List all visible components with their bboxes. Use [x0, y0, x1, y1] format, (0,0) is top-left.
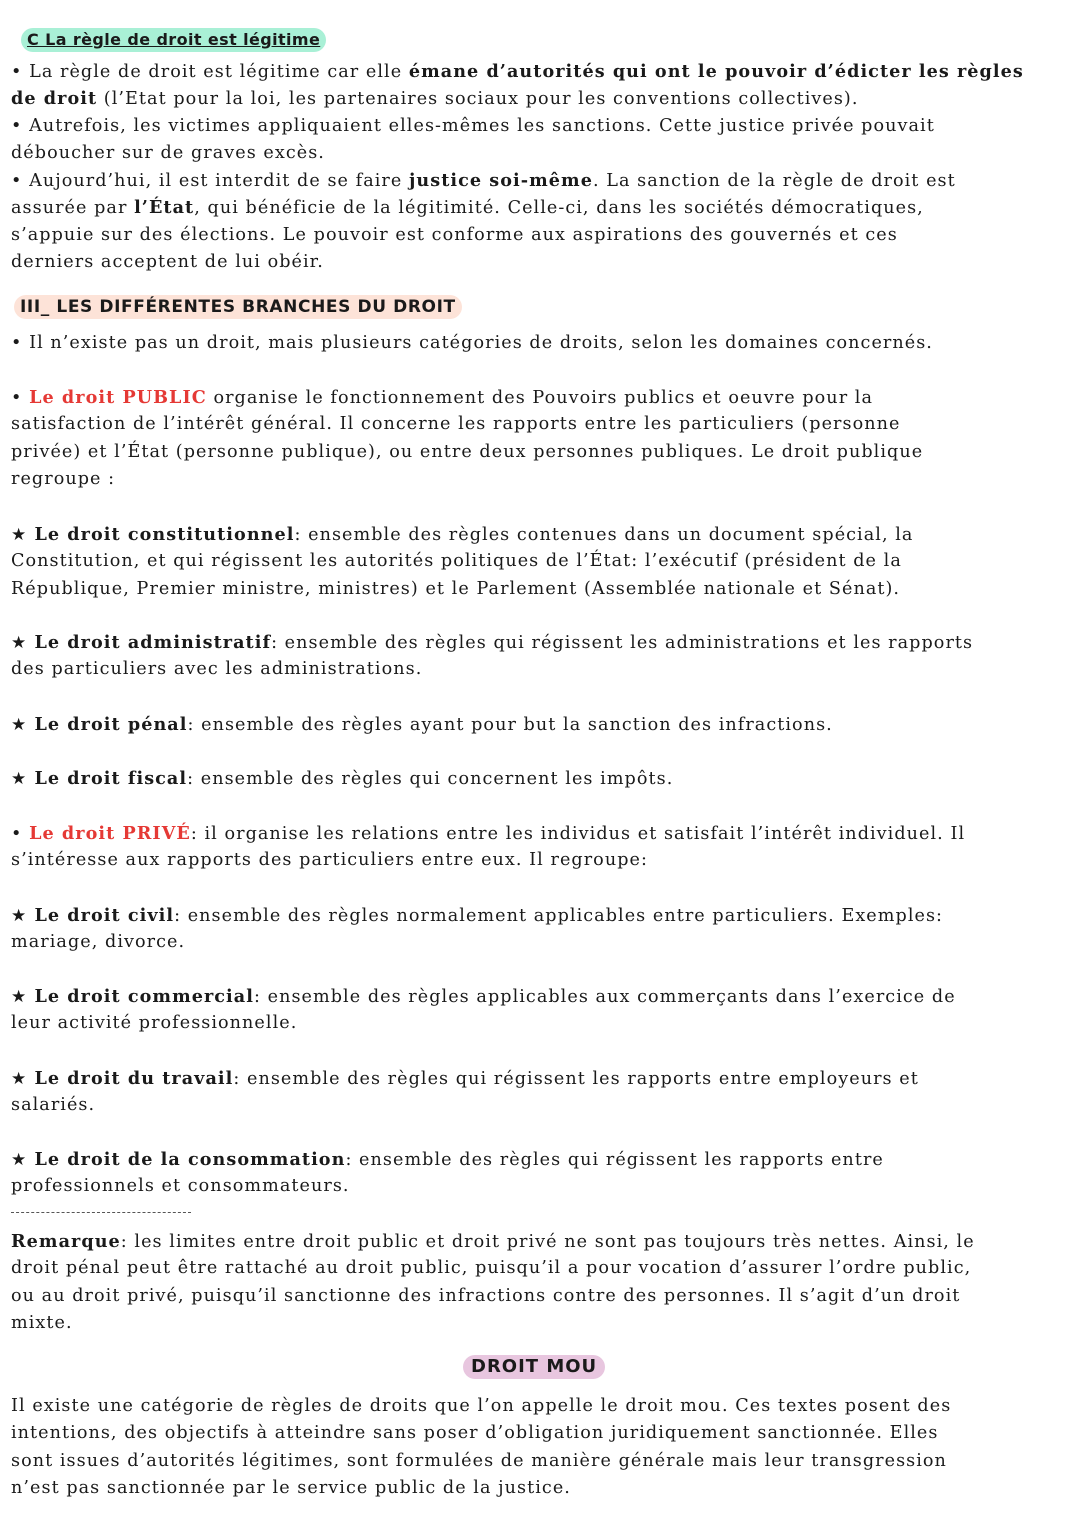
text-line: déboucher sur de graves excès.: [11, 143, 325, 164]
text: : ensemble des règles qui régissent les administrations et les rapports: [271, 633, 974, 653]
item-droit-civil: [11, 902, 1063, 957]
text: : ensemble des règles ayant pour but la sanction des infractions.: [187, 715, 833, 735]
paragraph-droit-public: [11, 384, 1063, 493]
paragraph-autrefois: [11, 113, 1063, 168]
remarque-label: Remarque: [11, 1231, 121, 1252]
term: Le droit de la consommation: [27, 1149, 346, 1170]
paragraph-droit-mou: [11, 1393, 1063, 1502]
text: • Aujourd’hui, il est interdit de se faire: [11, 171, 409, 191]
bold-text: l’État: [134, 197, 195, 219]
text-line: République, Premier ministre, ministres) et le Parlement (Assemblée nationale et Sénat).: [11, 578, 901, 599]
star-icon: ★: [11, 906, 28, 926]
text: : ensemble des règles applicables aux commerçants dans l’exercice de: [253, 987, 956, 1007]
text-line: s’intéresse aux rapports des particuliers entre eux. Il regroupe:: [11, 850, 648, 871]
text-line: satisfaction de l’intérêt général. Il concerne les rapports entre les particuliers (personne: [11, 414, 901, 435]
item-droit-consommation: [11, 1146, 1063, 1201]
paragraph-droit-prive: [11, 820, 1063, 875]
text: : ensemble des règles contenues dans un document spécial, la: [294, 525, 914, 545]
text: : ensemble des règles normalement applicables entre particuliers. Exemples:: [174, 906, 944, 926]
star-icon: ★: [11, 715, 28, 735]
item-droit-administratif: [11, 629, 1063, 684]
text-line: salariés.: [11, 1095, 96, 1116]
star-icon: ★: [11, 769, 28, 789]
star-icon: ★: [11, 987, 28, 1007]
bullet: •: [11, 824, 30, 844]
text-line: ou au droit privé, puisqu’il sanctionne des infractions contre des personnes. Il s’agit d’un droit: [11, 1285, 961, 1306]
text-line: mariage, divorce.: [11, 932, 186, 953]
text: (l’Etat pour la loi, les partenaires sociaux pour les conventions collectives).: [97, 89, 859, 110]
star-icon: ★: [11, 525, 28, 545]
bold-text: justice soi-même: [408, 170, 593, 191]
text-line: mixte.: [11, 1312, 73, 1333]
text-line: leur activité professionnelle.: [11, 1013, 298, 1034]
term: Le droit civil: [27, 905, 175, 926]
text-line: regroupe :: [11, 468, 116, 489]
paragraph-remarque: [11, 1228, 1063, 1337]
text-line: derniers acceptent de lui obéir.: [11, 251, 324, 272]
dashed-separator: [11, 1212, 191, 1213]
text: assurée par: [11, 198, 135, 219]
term: Le droit commercial: [27, 986, 254, 1007]
text: La règle de droit est légitime car elle: [22, 62, 409, 82]
term: Le droit du travail: [27, 1068, 234, 1089]
text-line: privée) et l’État (personne publique), ou entre deux personnes publiques. Le droit publique: [11, 441, 924, 462]
star-icon: ★: [11, 633, 28, 653]
text-line: droit pénal peut être rattaché au droit public, puisqu’il a pour vocation d’assurer l’ordre public,: [11, 1258, 972, 1279]
text: : ensemble des règles qui régissent les rapports entre employeurs et: [233, 1069, 919, 1089]
text-line: Constitution, et qui régissent les autorités politiques de l’État: l’exécutif (président de la: [11, 551, 902, 572]
star-icon: ★: [11, 1069, 28, 1089]
section-c-heading: C La règle de droit est légitime: [21, 28, 326, 52]
paragraph-aujourdhui: [11, 167, 1063, 276]
text-line: professionnels et consommateurs.: [11, 1176, 350, 1197]
text: . La sanction de la règle de droit est: [592, 171, 956, 191]
text-line: des particuliers avec les administrations.: [11, 659, 423, 680]
bullet: •: [11, 388, 30, 408]
section-3-heading: III_ LES DIFFÉRENTES BRANCHES DU DROIT: [14, 295, 462, 319]
text-line: n’est pas sanctionnée par le service public de la justice.: [11, 1477, 571, 1498]
droit-mou-heading: DROIT MOU: [463, 1355, 605, 1379]
bold-text: de droit: [11, 88, 98, 110]
text-line: intentions, des objectifs à atteindre sans poser d’obligation juridiquement sanctionnée. Elles: [11, 1423, 939, 1444]
droit-public-label: Le droit PUBLIC: [29, 387, 207, 408]
droit-prive-label: Le droit PRIVÉ: [29, 823, 191, 844]
paragraph-legitimite: [11, 58, 1063, 113]
item-droit-constitutionnel: [11, 521, 1063, 603]
item-droit-travail: [11, 1065, 1063, 1120]
text: organise le fonctionnement des Pouvoirs publics et oeuvre pour la: [206, 388, 874, 408]
bullet: •: [11, 62, 23, 82]
text: : les limites entre droit public et droit privé ne sont pas toujours très nettes. Ainsi, le: [120, 1232, 975, 1252]
text: : ensemble des règles qui régissent les rapports entre: [345, 1150, 884, 1170]
text: : ensemble des règles qui concernent les impôts.: [187, 769, 674, 789]
text: : il organise les relations entre les individus et satisfait l’intérêt individuel. Il: [190, 824, 966, 844]
text-line: s’appuie sur des élections. Le pouvoir est conforme aux aspirations des gouvernés et ces: [11, 224, 898, 245]
term: Le droit constitutionnel: [27, 524, 295, 545]
term: Le droit fiscal: [27, 768, 188, 789]
paragraph-intro: [11, 330, 1063, 357]
bold-text: émane d’autorités qui ont le pouvoir d’édicter les règles: [408, 61, 1024, 82]
text-line: • Autrefois, les victimes appliquaient elles-mêmes les sanctions. Cette justice privée pouvait: [11, 116, 935, 136]
item-droit-commercial: [11, 983, 1063, 1038]
text-line: sont issues d’autorités légitimes, sont formulées de manière générale mais leur transgression: [11, 1450, 947, 1471]
text-line: Il existe une catégorie de règles de droits que l’on appelle le droit mou. Ces textes posent des: [11, 1396, 952, 1416]
text: , qui bénéficie de la légitimité. Celle-ci, dans les sociétés démocratiques,: [194, 198, 924, 219]
item-droit-penal: [11, 711, 1063, 738]
term: Le droit pénal: [27, 714, 188, 735]
text-line: • Il n’existe pas un droit, mais plusieurs catégories de droits, selon les domaines concernés.: [11, 333, 933, 353]
item-droit-fiscal: [11, 765, 1063, 792]
star-icon: ★: [11, 1150, 28, 1170]
term: Le droit administratif: [27, 632, 272, 653]
